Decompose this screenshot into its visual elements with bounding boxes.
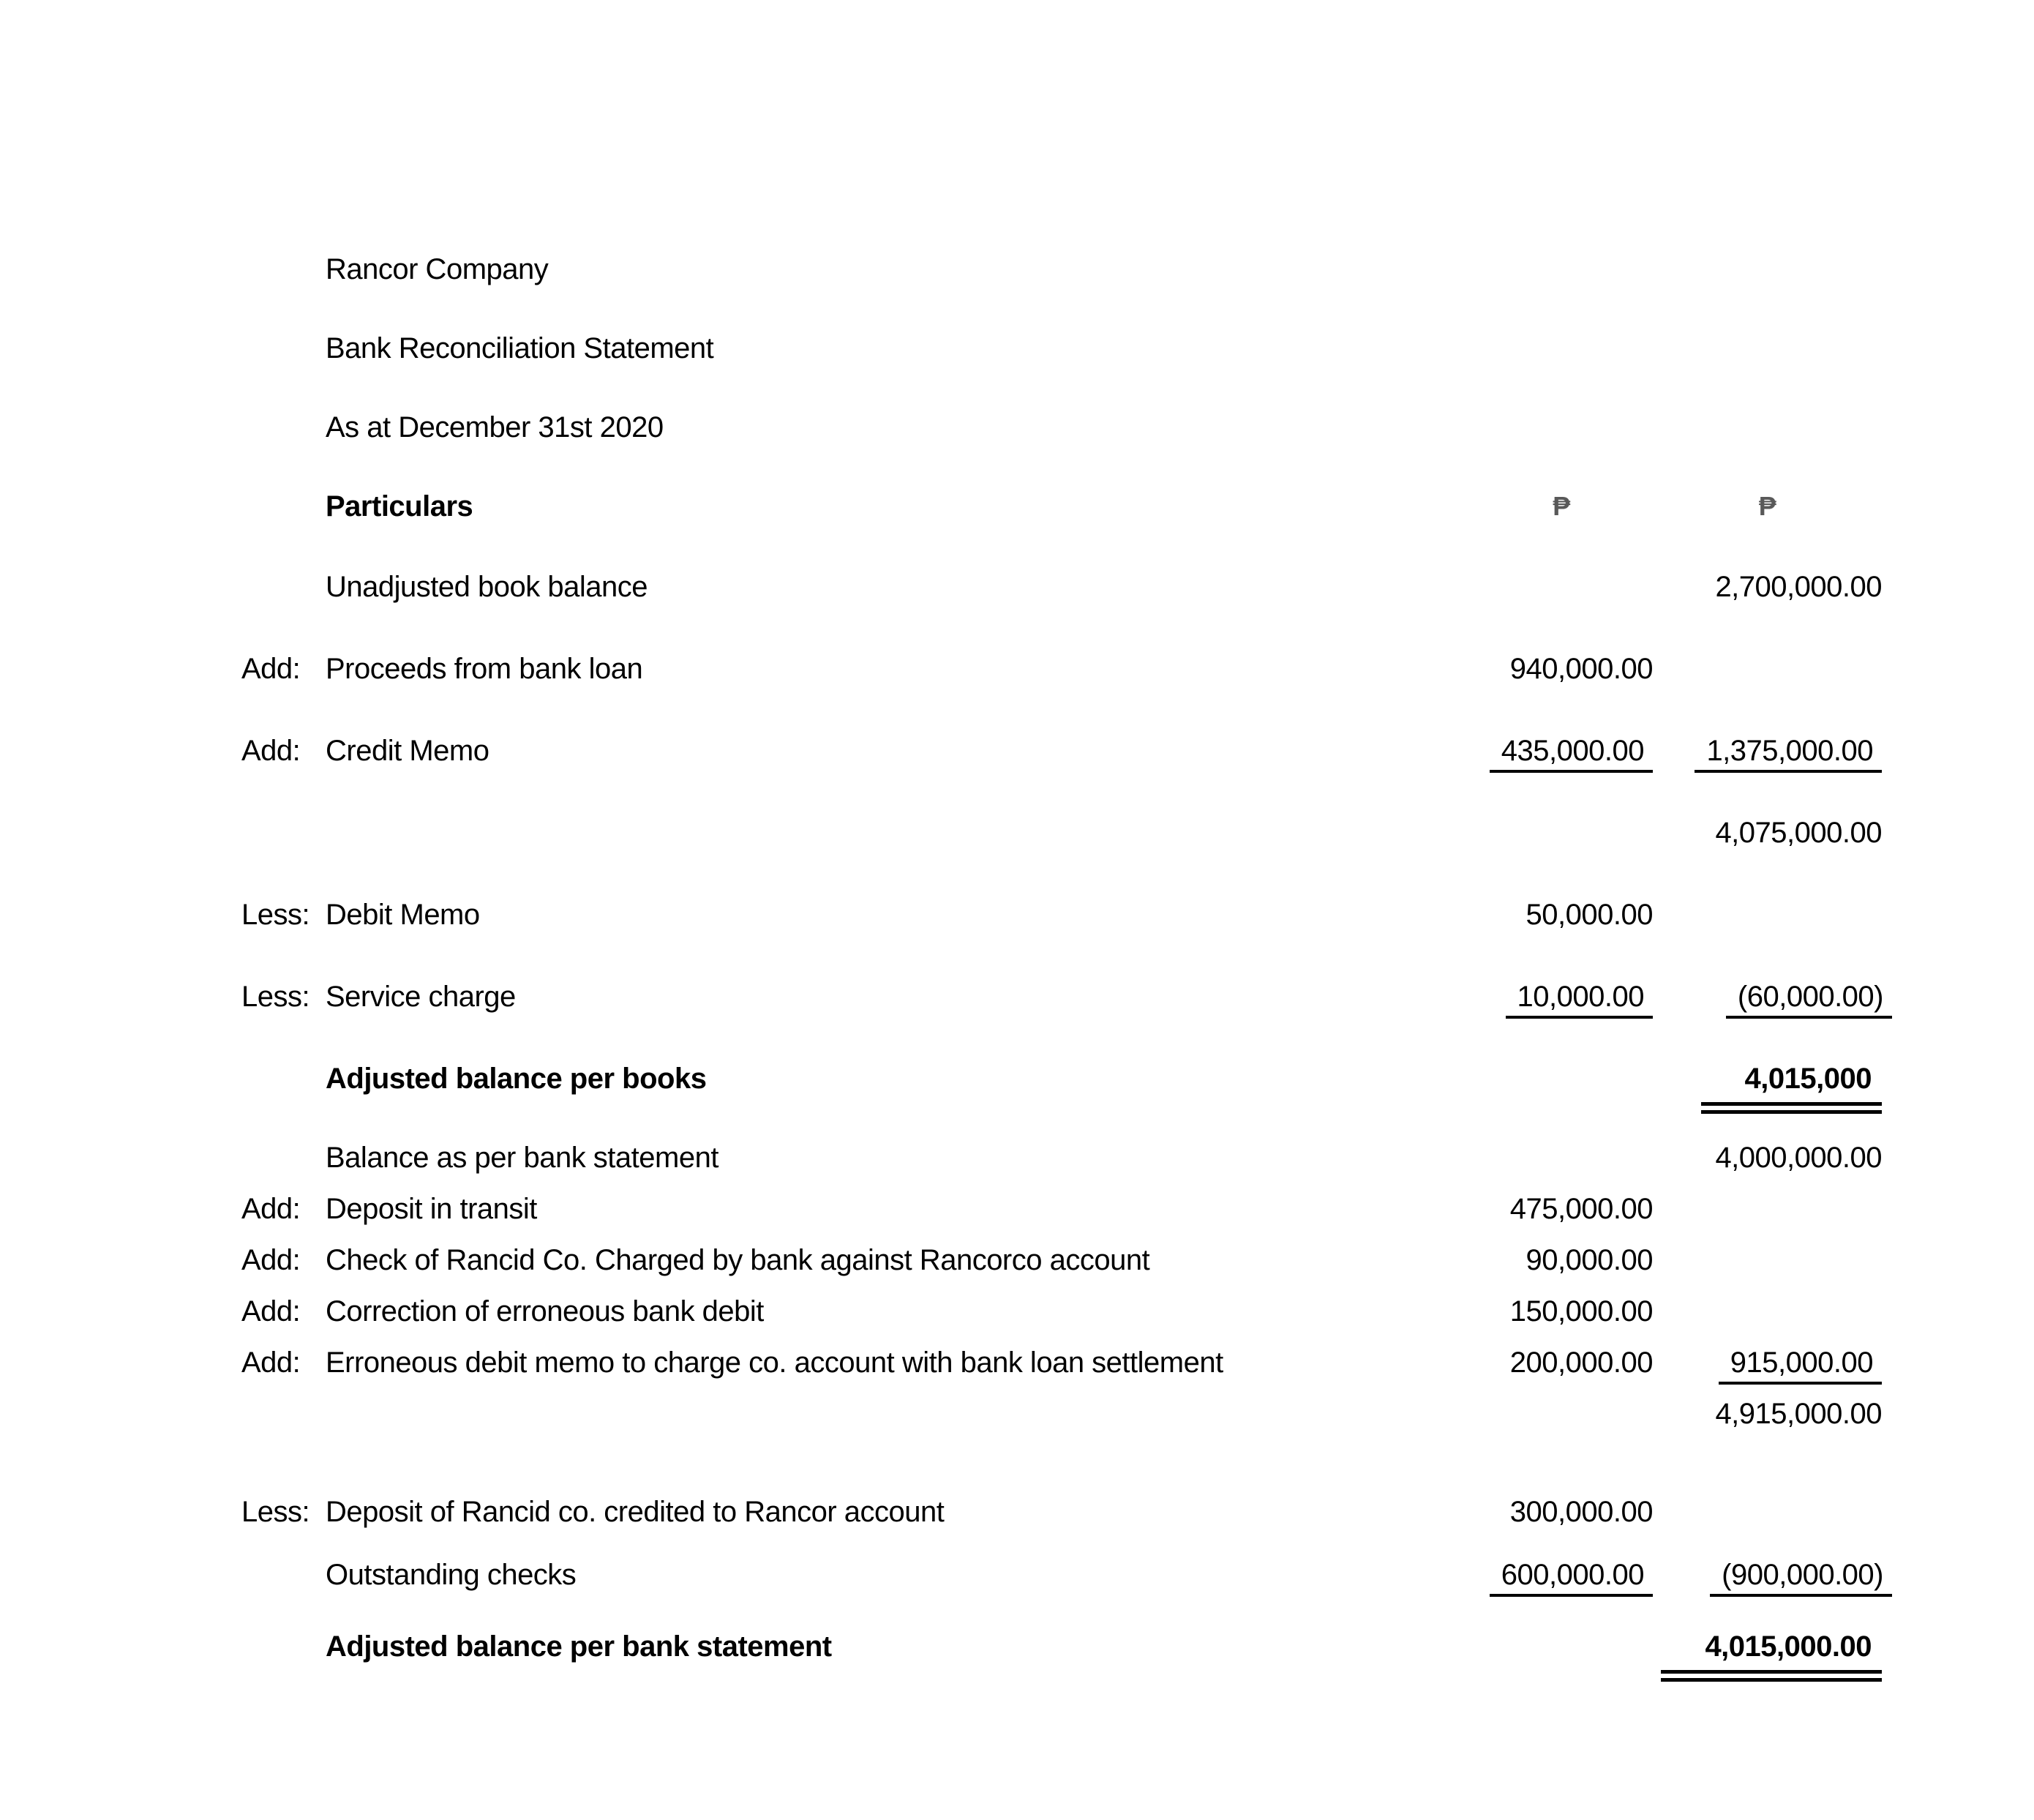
statement-row [241, 710, 1882, 792]
statement-date-row [241, 388, 1882, 467]
amount-col2 [1653, 571, 1882, 604]
row-label: Less: [241, 898, 310, 931]
amount-value: 2,700,000.00 [1715, 570, 1882, 603]
row-label: Add: [241, 1192, 301, 1225]
amount-col2 [1653, 981, 1882, 1014]
amount-col1: 475,000.00 [1509, 1192, 1653, 1225]
amount-col2 [1653, 1630, 1882, 1663]
peso-currency-symbol: ₱ [1758, 491, 1776, 521]
statement-title-row [241, 309, 1882, 388]
amount-col1 [1470, 735, 1653, 768]
particulars-text: Service charge [326, 980, 516, 1013]
particulars-text: Balance as per bank statement [326, 1141, 718, 1174]
underlined-amount: 10,000.00 [1506, 981, 1653, 1019]
amount-col1: 940,000.00 [1509, 652, 1653, 685]
amount-col1: 300,000.00 [1509, 1495, 1653, 1528]
statement-row [241, 1337, 1882, 1388]
particulars-text: Erroneous debit memo to charge co. account with bank loan settlement [326, 1346, 1223, 1379]
statement-date: As at December 31st 2020 [326, 411, 664, 443]
statement-row [241, 792, 1882, 874]
underlined-amount: 1,375,000.00 [1695, 735, 1882, 773]
total-caption: Adjusted balance per books [326, 1062, 707, 1095]
particulars-header: Particulars [326, 490, 473, 523]
underlined-amount: 915,000.00 [1719, 1347, 1882, 1385]
statement-row [241, 1235, 1882, 1286]
amount-col2: 4,000,000.00 [1715, 1141, 1882, 1174]
adjusted-bank-total-row [241, 1606, 1882, 1687]
double-underlined-total: 4,015,000 [1701, 1063, 1882, 1114]
particulars-text: Correction of erroneous bank debit [326, 1295, 764, 1327]
statement-row [241, 628, 1882, 710]
statement-body [241, 0, 1882, 1687]
underlined-negative-amount: (900,000.00) [1710, 1559, 1892, 1597]
statement-row [241, 1132, 1882, 1183]
row-label: Add: [241, 652, 301, 685]
statement-row [241, 1183, 1882, 1235]
amount-col1: 90,000.00 [1526, 1243, 1653, 1276]
underlined-amount: 435,000.00 [1490, 735, 1653, 773]
company-name-row [241, 230, 1882, 309]
double-underlined-total: 4,015,000.00 [1661, 1630, 1882, 1682]
amount-col1: 200,000.00 [1509, 1346, 1653, 1379]
statement-row [241, 874, 1882, 956]
amount-col2 [1653, 1063, 1882, 1096]
statement-row [241, 956, 1882, 1038]
row-label: Add: [241, 1295, 301, 1327]
statement-row [241, 1480, 1882, 1543]
amount-col1 [1470, 1559, 1653, 1592]
peso-currency-symbol: ₱ [1553, 491, 1570, 521]
particulars-text: Credit Memo [326, 734, 489, 767]
particulars-text: Deposit in transit [326, 1192, 537, 1225]
underlined-amount: 600,000.00 [1490, 1559, 1653, 1597]
amount-col2 [1653, 1347, 1882, 1379]
particulars-text: Unadjusted book balance [326, 570, 648, 603]
amount-col2: 4,915,000.00 [1715, 1397, 1882, 1430]
row-label: Less: [241, 980, 310, 1013]
statement-row [241, 1388, 1882, 1439]
row-label: Add: [241, 734, 301, 767]
amount-col2 [1653, 1559, 1882, 1592]
particulars-text: Proceeds from bank loan [326, 652, 643, 685]
particulars-text: Debit Memo [326, 898, 480, 931]
amount-col2: 4,075,000.00 [1715, 816, 1882, 849]
row-label: Add: [241, 1243, 301, 1276]
row-label: Add: [241, 1346, 301, 1379]
statement-row [241, 1543, 1882, 1606]
company-name: Rancor Company [326, 252, 549, 285]
amount-col2 [1653, 735, 1882, 768]
total-caption: Adjusted balance per bank statement [326, 1630, 832, 1663]
amount-col1 [1470, 981, 1653, 1014]
row-label: Less: [241, 1495, 310, 1528]
statement-row [241, 546, 1882, 628]
underlined-negative-amount: (60,000.00) [1726, 981, 1892, 1019]
column-header-row [241, 467, 1882, 546]
amount-col1: 150,000.00 [1509, 1295, 1653, 1327]
adjusted-books-total-row [241, 1038, 1882, 1120]
amount-col1: 50,000.00 [1526, 898, 1653, 931]
statement-row [241, 1286, 1882, 1337]
particulars-text: Check of Rancid Co. Charged by bank against Rancorco account [326, 1243, 1150, 1276]
particulars-text: Deposit of Rancid co. credited to Rancor account [326, 1495, 945, 1528]
statement-title: Bank Reconciliation Statement [326, 332, 714, 364]
particulars-text: Outstanding checks [326, 1558, 577, 1591]
